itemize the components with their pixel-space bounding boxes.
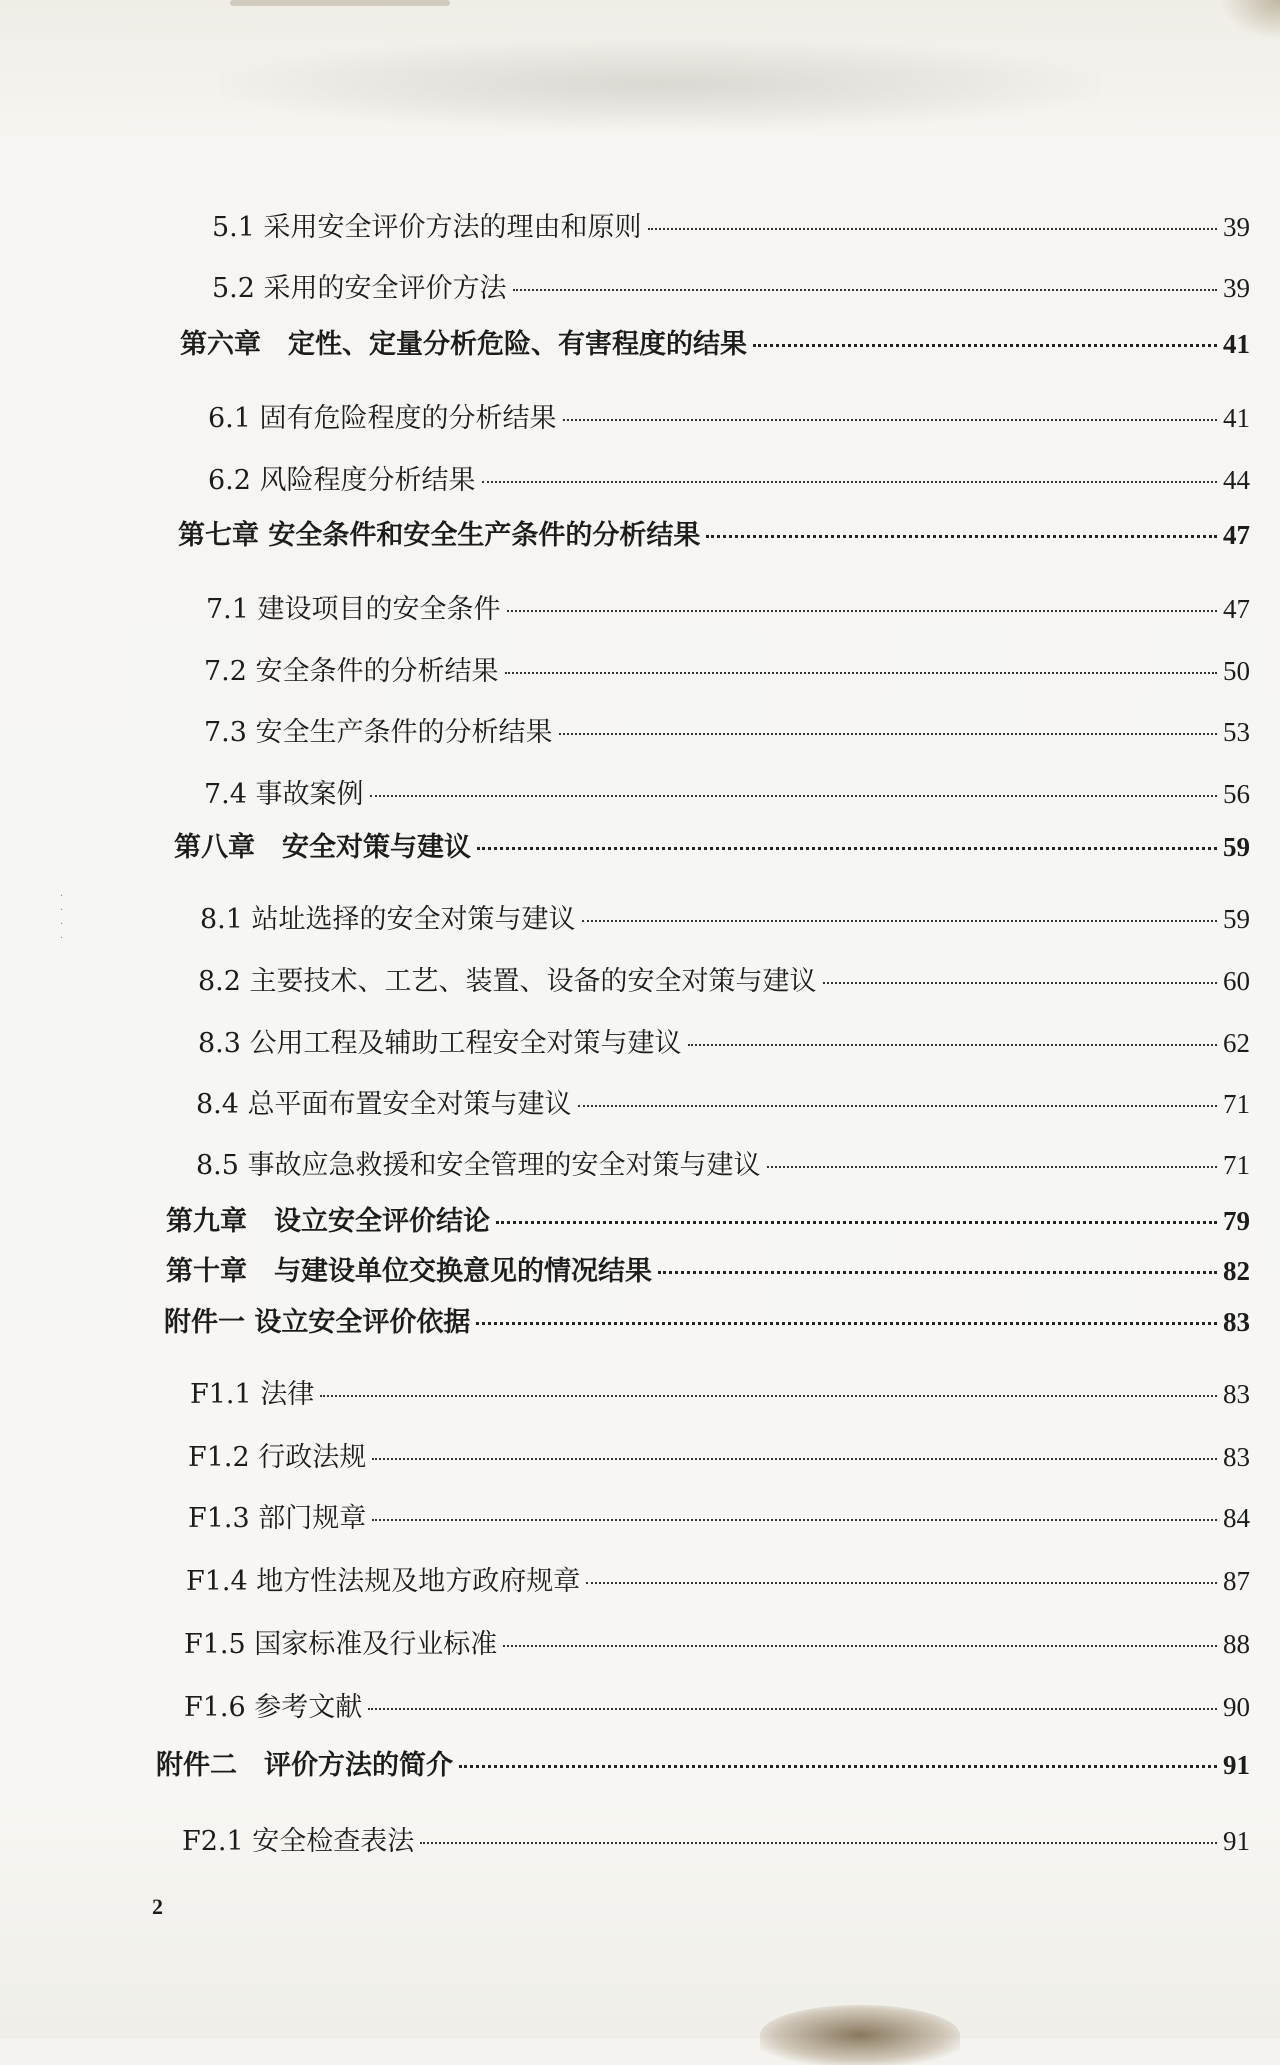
toc-entry[interactable]: [204, 654, 1250, 689]
dot-leader: [559, 733, 1217, 735]
toc-entry[interactable]: [188, 1501, 1250, 1536]
toc-entry-label: 8.4 总平面布置安全对策与建议: [196, 1089, 572, 1120]
toc-entry-label: F2.1 安全检查表法: [182, 1826, 415, 1857]
toc-entry-page: 59: [1223, 904, 1250, 934]
toc-entry-label: 第九章 设立安全评价结论: [166, 1206, 490, 1237]
toc-entry[interactable]: [204, 777, 1250, 812]
toc-entry-page: 62: [1223, 1028, 1250, 1058]
toc-entry-page: 87: [1223, 1566, 1250, 1596]
dot-leader: [823, 982, 1217, 984]
dot-leader: [582, 920, 1217, 922]
toc-entry-label: 第六章 定性、定量分析危险、有害程度的结果: [180, 329, 747, 360]
dot-leader: [706, 535, 1217, 538]
dot-leader: [753, 344, 1217, 347]
toc-entry-label: 第八章 安全对策与建议: [174, 832, 471, 863]
margin-marks: · · · ·: [60, 891, 64, 944]
toc-entry-page: 59: [1223, 832, 1250, 862]
dot-leader: [476, 1322, 1217, 1325]
dot-leader: [420, 1842, 1217, 1844]
toc-chapter[interactable]: [156, 1748, 1250, 1783]
toc-entry[interactable]: [198, 964, 1250, 999]
dot-leader: [578, 1105, 1217, 1107]
toc-entry[interactable]: [204, 715, 1250, 750]
toc-entry[interactable]: [208, 401, 1250, 436]
page-number: 2: [152, 1894, 163, 1919]
toc-entry-page: 60: [1223, 966, 1250, 996]
dot-leader: [586, 1582, 1217, 1584]
toc-entry-page: 50: [1223, 656, 1250, 686]
toc-entry-label: 8.1 站址选择的安全对策与建议: [200, 904, 576, 935]
toc-entry-label: 7.2 安全条件的分析结果: [204, 656, 499, 687]
toc-entry-label: F1.6 参考文献: [184, 1692, 363, 1723]
toc-entry-label: 7.4 事故案例: [204, 779, 364, 810]
dot-leader: [496, 1221, 1217, 1224]
toc-entry-label: F1.2 行政法规: [188, 1442, 367, 1473]
dot-leader: [767, 1166, 1217, 1168]
toc-entry-page: 39: [1223, 212, 1250, 242]
toc-entry[interactable]: [184, 1627, 1250, 1662]
toc-entry-page: 41: [1223, 329, 1250, 359]
toc-entry-label: 第十章 与建设单位交换意见的情况结果: [166, 1256, 652, 1287]
toc-chapter[interactable]: [164, 1305, 1250, 1340]
toc-entry-label: 第七章 安全条件和安全生产条件的分析结果: [178, 520, 701, 551]
toc-entry[interactable]: [212, 271, 1250, 306]
toc-entry[interactable]: [196, 1087, 1250, 1122]
toc-chapter[interactable]: [166, 1204, 1250, 1239]
dot-leader: [459, 1765, 1217, 1768]
dot-leader: [482, 481, 1217, 483]
toc-entry-label: 7.1 建设项目的安全条件: [206, 594, 501, 625]
toc-entry[interactable]: [188, 1440, 1250, 1475]
dot-leader: [505, 672, 1217, 674]
dot-leader: [477, 847, 1217, 850]
toc-entry-label: F1.4 地方性法规及地方政府规章: [186, 1566, 581, 1597]
toc-entry[interactable]: [186, 1564, 1250, 1599]
toc-entry-page: 82: [1223, 1256, 1250, 1286]
toc-entry[interactable]: [208, 463, 1250, 498]
dot-leader: [372, 1458, 1217, 1460]
toc-entry-label: 5.1 采用安全评价方法的理由和原则: [212, 212, 642, 243]
toc-entry-label: 7.3 安全生产条件的分析结果: [204, 717, 553, 748]
toc-entry-page: 44: [1223, 465, 1250, 495]
toc-entry-label: 8.5 事故应急救援和安全管理的安全对策与建议: [196, 1150, 761, 1181]
toc-entry-page: 84: [1223, 1503, 1250, 1533]
toc-entry-label: 6.2 风险程度分析结果: [208, 465, 476, 496]
dot-leader: [658, 1271, 1217, 1274]
thumb-shadow: [760, 2005, 960, 2065]
dot-leader: [513, 289, 1217, 291]
dot-leader: [368, 1708, 1217, 1710]
toc-entry-page: 83: [1223, 1379, 1250, 1409]
toc-entry-page: 91: [1223, 1750, 1250, 1780]
toc-entry-page: 53: [1223, 717, 1250, 747]
toc-entry-page: 91: [1223, 1826, 1250, 1856]
toc-entry[interactable]: [200, 902, 1250, 937]
toc-entry[interactable]: [198, 1026, 1250, 1061]
toc-entry-page: 71: [1223, 1150, 1250, 1180]
toc-entry-label: F1.5 国家标准及行业标准: [184, 1629, 498, 1660]
toc-entry-page: 83: [1223, 1307, 1250, 1337]
toc-entry-page: 79: [1223, 1206, 1250, 1236]
dot-leader: [370, 795, 1217, 797]
toc-chapter[interactable]: [174, 830, 1250, 865]
toc-entry[interactable]: [182, 1824, 1250, 1859]
toc-entry-page: 83: [1223, 1442, 1250, 1472]
toc-entry-label: F1.1 法律: [190, 1379, 315, 1410]
toc-entry[interactable]: [184, 1690, 1250, 1725]
toc-entry-page: 71: [1223, 1089, 1250, 1119]
dot-leader: [372, 1519, 1217, 1521]
dot-leader: [563, 419, 1217, 421]
toc-entry-page: 56: [1223, 779, 1250, 809]
toc-entry-page: 88: [1223, 1629, 1250, 1659]
toc-entry-label: 附件一 设立安全评价依据: [164, 1307, 471, 1338]
toc-chapter[interactable]: [180, 327, 1250, 362]
toc-entry-page: 90: [1223, 1692, 1250, 1722]
toc-chapter[interactable]: [166, 1254, 1250, 1289]
toc-entry-label: 附件二 评价方法的简介: [156, 1750, 453, 1781]
dot-leader: [320, 1395, 1217, 1397]
toc-entry-page: 47: [1223, 594, 1250, 624]
toc-entry-label: 8.3 公用工程及辅助工程安全对策与建议: [198, 1028, 682, 1059]
toc-entry[interactable]: [212, 210, 1250, 245]
toc-entry[interactable]: [196, 1148, 1250, 1183]
dot-leader: [503, 1645, 1217, 1647]
toc-entry-label: F1.3 部门规章: [188, 1503, 367, 1534]
dot-leader: [688, 1044, 1217, 1046]
dot-leader: [507, 610, 1217, 612]
toc-entry-label: 5.2 采用的安全评价方法: [212, 273, 507, 304]
toc-entry-page: 41: [1223, 403, 1250, 433]
dot-leader: [648, 228, 1217, 230]
toc-chapter[interactable]: [178, 518, 1250, 553]
toc-entry[interactable]: [206, 592, 1250, 627]
toc-entry[interactable]: [190, 1377, 1250, 1412]
toc-entry-label: 8.2 主要技术、工艺、装置、设备的安全对策与建议: [198, 966, 817, 997]
toc-entry-page: 47: [1223, 520, 1250, 550]
toc-entry-label: 6.1 固有危险程度的分析结果: [208, 403, 557, 434]
toc-entry-page: 39: [1223, 273, 1250, 303]
